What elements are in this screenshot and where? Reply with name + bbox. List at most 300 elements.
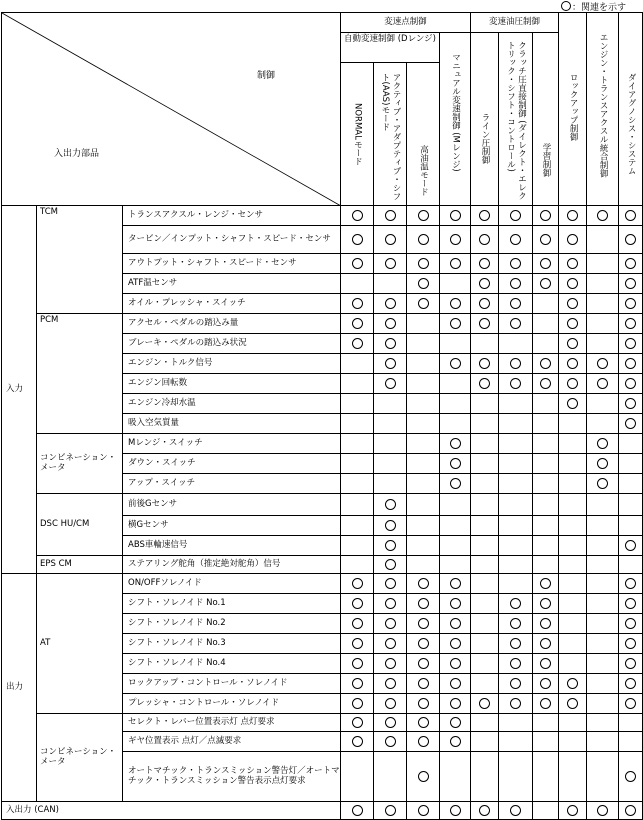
mark-cell <box>407 536 440 556</box>
part-label: ATF温センサ <box>123 274 341 294</box>
mark-cell <box>471 334 499 354</box>
mark-cell <box>619 206 643 226</box>
relation-circle <box>510 658 521 669</box>
mark-cell <box>471 614 499 634</box>
relation-circle <box>418 298 429 309</box>
relation-circle <box>479 318 490 329</box>
mark-cell <box>559 556 587 574</box>
mark-cell <box>559 394 587 414</box>
relation-circle <box>567 318 578 329</box>
mark-cell <box>440 434 471 454</box>
mark-cell <box>533 802 559 820</box>
mark-cell <box>440 254 471 274</box>
relation-circle <box>352 298 363 309</box>
mark-cell <box>440 634 471 654</box>
mark-cell <box>533 732 559 752</box>
mark-cell <box>559 474 587 494</box>
mark-cell <box>587 254 619 274</box>
mark-cell <box>407 634 440 654</box>
relation-circle <box>510 698 521 709</box>
col-label: アクティブ・アダプティブ・シフト(AAS)モード <box>380 73 402 201</box>
mark-cell <box>559 714 587 732</box>
mark-cell <box>499 206 533 226</box>
relation-circle <box>418 210 429 221</box>
unit-cell: コンビネーション・メータ <box>37 434 123 494</box>
mark-cell <box>407 714 440 732</box>
mark-cell <box>374 556 407 574</box>
col-label: ロックアップ制御 <box>568 73 579 141</box>
part-label: ON/OFFソレノイド <box>123 574 341 594</box>
relation-circle <box>352 805 363 816</box>
mark-cell <box>619 714 643 732</box>
relation-circle <box>625 578 636 589</box>
mark-cell <box>619 474 643 494</box>
mark-cell <box>440 494 471 516</box>
relation-circle <box>510 378 521 389</box>
mark-cell <box>619 654 643 674</box>
relation-circle <box>625 418 636 429</box>
mark-cell <box>533 354 559 374</box>
mark-cell <box>533 274 559 294</box>
table-row <box>2 434 643 454</box>
header-corner <box>2 13 341 206</box>
mark-cell <box>587 694 619 714</box>
unit-cell: PCM <box>37 314 123 434</box>
mark-cell <box>619 434 643 454</box>
mark-cell <box>559 206 587 226</box>
relation-circle <box>385 598 396 609</box>
mark-cell <box>471 374 499 394</box>
mark-cell <box>619 274 643 294</box>
mark-cell <box>587 226 619 254</box>
mark-cell <box>587 634 619 654</box>
relation-circle <box>625 318 636 329</box>
mark-cell <box>533 474 559 494</box>
table-row <box>2 574 643 594</box>
mark-cell <box>559 454 587 474</box>
table-row <box>2 802 643 820</box>
mark-cell <box>587 614 619 634</box>
mark-cell <box>471 394 499 414</box>
mark-cell <box>407 206 440 226</box>
part-label: セレクト・レバー位置表示灯 点灯要求 <box>123 714 341 732</box>
relation-circle <box>352 678 363 689</box>
table-row <box>2 206 643 226</box>
mark-cell <box>341 674 374 694</box>
mark-cell <box>374 654 407 674</box>
mark-cell <box>341 752 374 802</box>
mark-cell <box>341 226 374 254</box>
mark-cell <box>533 226 559 254</box>
mark-cell <box>374 674 407 694</box>
mark-cell <box>559 294 587 314</box>
mark-cell <box>440 802 471 820</box>
mark-cell <box>619 614 643 634</box>
mark-cell <box>471 474 499 494</box>
mark-cell <box>374 594 407 614</box>
relation-circle <box>450 358 461 369</box>
relation-circle <box>567 805 578 816</box>
relation-circle <box>625 210 636 221</box>
mark-cell <box>533 454 559 474</box>
relation-circle <box>479 234 490 245</box>
part-label: シフト・ソレノイド No.3 <box>123 634 341 654</box>
mark-cell <box>471 694 499 714</box>
mark-cell <box>407 574 440 594</box>
mark-cell <box>407 226 440 254</box>
part-label: 横Gセンサ <box>123 516 341 536</box>
mark-cell <box>407 334 440 354</box>
mark-cell <box>499 556 533 574</box>
table-row <box>2 314 643 334</box>
mark-cell <box>499 494 533 516</box>
relation-circle <box>540 210 551 221</box>
mark-cell <box>619 394 643 414</box>
mark-cell <box>499 674 533 694</box>
mark-cell <box>341 732 374 752</box>
mark-cell <box>619 294 643 314</box>
mark-cell <box>587 516 619 536</box>
part-label: エンジン回転数 <box>123 374 341 394</box>
mark-cell <box>499 694 533 714</box>
col-learning <box>533 33 559 206</box>
relation-circle <box>597 438 608 449</box>
part-label: プレッシャ・コントロール・ソレノイド <box>123 694 341 714</box>
mark-cell <box>374 334 407 354</box>
relation-circle <box>385 805 396 816</box>
mark-cell <box>587 654 619 674</box>
mark-cell <box>341 494 374 516</box>
relation-circle <box>479 278 490 289</box>
relation-circle <box>352 210 363 221</box>
relation-circle <box>567 678 578 689</box>
mark-cell <box>533 594 559 614</box>
part-label: オートマチック・トランスミッション警告灯／オートマチック・トランスミッション警告表示点灯要求 <box>123 752 341 802</box>
mark-cell <box>471 674 499 694</box>
mark-cell <box>559 374 587 394</box>
relation-circle <box>567 338 578 349</box>
mark-cell <box>440 694 471 714</box>
relation-circle <box>567 234 578 245</box>
mark-cell <box>587 714 619 732</box>
part-label: ダウン・スイッチ <box>123 454 341 474</box>
relation-circle <box>479 258 490 269</box>
relation-circle <box>540 578 551 589</box>
relation-circle <box>450 736 461 747</box>
mark-cell <box>374 314 407 334</box>
mark-cell <box>471 294 499 314</box>
mark-cell <box>499 334 533 354</box>
mark-cell <box>374 536 407 556</box>
relation-circle <box>625 258 636 269</box>
col-label: 学習制御 <box>541 143 552 177</box>
part-label: 吸入空気質量 <box>123 414 341 434</box>
mark-cell <box>440 714 471 732</box>
mark-cell <box>471 414 499 434</box>
mark-cell <box>374 474 407 494</box>
col-label: マニュアル変速制御 (Mレンジ) <box>450 53 461 172</box>
relation-circle <box>418 638 429 649</box>
mark-cell <box>440 454 471 474</box>
mark-cell <box>341 374 374 394</box>
mark-cell <box>440 536 471 556</box>
mark-cell <box>619 694 643 714</box>
mark-cell <box>619 494 643 516</box>
circle-symbol <box>561 1 571 11</box>
unit-cell: EPS CM <box>37 556 123 574</box>
mark-cell <box>407 474 440 494</box>
mark-cell <box>619 354 643 374</box>
mark-cell <box>341 556 374 574</box>
relation-circle <box>385 318 396 329</box>
mark-cell <box>533 574 559 594</box>
mark-cell <box>407 354 440 374</box>
mark-cell <box>407 494 440 516</box>
mark-cell <box>533 516 559 536</box>
mark-cell <box>587 752 619 802</box>
relation-circle <box>385 499 396 510</box>
mark-cell <box>619 574 643 594</box>
mark-cell <box>341 654 374 674</box>
unit-cell: DSC HU/CM <box>37 494 123 556</box>
col-lockup <box>559 13 587 206</box>
relation-circle <box>418 234 429 245</box>
mark-cell <box>440 314 471 334</box>
relation-circle <box>567 398 578 409</box>
mark-cell <box>440 394 471 414</box>
mark-cell <box>587 674 619 694</box>
mark-cell <box>587 434 619 454</box>
mark-cell <box>471 732 499 752</box>
relation-circle <box>352 717 363 728</box>
mark-cell <box>587 574 619 594</box>
mark-cell <box>440 516 471 536</box>
diagonal-line <box>2 13 341 206</box>
mark-cell <box>407 752 440 802</box>
mark-cell <box>587 354 619 374</box>
relation-circle <box>479 698 490 709</box>
mark-cell <box>341 354 374 374</box>
relation-circle <box>540 234 551 245</box>
mark-cell <box>374 516 407 536</box>
mark-cell <box>499 254 533 274</box>
col-line-pressure <box>471 33 499 206</box>
mark-cell <box>499 474 533 494</box>
mark-cell <box>407 802 440 820</box>
relation-circle <box>352 698 363 709</box>
mark-cell <box>587 374 619 394</box>
mark-cell <box>499 454 533 474</box>
mark-cell <box>440 274 471 294</box>
relation-circle <box>352 618 363 629</box>
mark-cell <box>407 556 440 574</box>
mark-cell <box>341 594 374 614</box>
relation-circle <box>418 658 429 669</box>
mark-cell <box>559 334 587 354</box>
mark-cell <box>440 334 471 354</box>
relation-circle <box>567 378 578 389</box>
part-label: アップ・スイッチ <box>123 474 341 494</box>
relation-circle <box>540 358 551 369</box>
relation-circle <box>597 210 608 221</box>
col-diagnosis <box>619 13 643 206</box>
relation-circle <box>625 698 636 709</box>
relation-circle <box>597 805 608 816</box>
mark-cell <box>587 474 619 494</box>
mark-cell <box>533 494 559 516</box>
col-aas <box>374 63 407 206</box>
relation-circle <box>385 717 396 728</box>
mark-cell <box>341 434 374 454</box>
mark-cell <box>407 674 440 694</box>
mark-cell <box>341 516 374 536</box>
relation-circle <box>450 805 461 816</box>
relation-circle <box>510 678 521 689</box>
col-label: ダイアグノシス・システム <box>626 73 637 175</box>
relation-circle <box>479 805 490 816</box>
mark-cell <box>619 254 643 274</box>
mark-cell <box>440 556 471 574</box>
mark-cell <box>587 594 619 614</box>
relation-circle <box>418 598 429 609</box>
part-label: 前後Gセンサ <box>123 494 341 516</box>
relation-circle <box>385 298 396 309</box>
part-label: ブレーキ・ペダルの踏込み状況 <box>123 334 341 354</box>
mark-cell <box>374 694 407 714</box>
mark-cell <box>374 732 407 752</box>
mark-cell <box>559 674 587 694</box>
category-cell: 入力 <box>2 206 37 574</box>
col-label: 高油温モード <box>418 145 429 196</box>
mark-cell <box>499 434 533 454</box>
mark-cell <box>374 274 407 294</box>
mark-cell <box>559 752 587 802</box>
mark-cell <box>499 274 533 294</box>
mark-cell <box>407 314 440 334</box>
relation-circle <box>540 698 551 709</box>
mark-cell <box>533 314 559 334</box>
relation-circle <box>418 678 429 689</box>
relation-circle <box>450 717 461 728</box>
relation-circle <box>450 210 461 221</box>
relation-circle <box>450 598 461 609</box>
mark-cell <box>587 206 619 226</box>
mark-cell <box>559 614 587 634</box>
relation-circle <box>385 338 396 349</box>
relation-circle <box>479 210 490 221</box>
mark-cell <box>341 614 374 634</box>
mark-cell <box>471 494 499 516</box>
mark-cell <box>471 536 499 556</box>
mark-cell <box>374 434 407 454</box>
relation-circle <box>540 278 551 289</box>
mark-cell <box>533 752 559 802</box>
relation-circle <box>418 771 429 782</box>
mark-cell <box>407 516 440 536</box>
relation-circle <box>450 478 461 489</box>
mark-cell <box>471 634 499 654</box>
relation-circle <box>540 378 551 389</box>
mark-cell <box>533 536 559 556</box>
mark-cell <box>559 414 587 434</box>
relation-circle <box>418 717 429 728</box>
mark-cell <box>341 274 374 294</box>
unit-cell: AT <box>37 574 123 714</box>
relation-circle <box>450 258 461 269</box>
mark-cell <box>341 334 374 354</box>
relation-circle <box>450 318 461 329</box>
mark-cell <box>587 274 619 294</box>
control-heading: 制御 <box>257 71 276 81</box>
mark-cell <box>587 294 619 314</box>
relation-circle <box>450 618 461 629</box>
mark-cell <box>499 802 533 820</box>
mark-cell <box>499 594 533 614</box>
mark-cell <box>499 226 533 254</box>
mark-cell <box>374 802 407 820</box>
group-auto-shift: 自動変速制御 (Dレンジ) <box>341 33 440 63</box>
mark-cell <box>559 536 587 556</box>
mark-cell <box>619 374 643 394</box>
mark-cell <box>471 802 499 820</box>
relation-circle <box>352 234 363 245</box>
mark-cell <box>407 254 440 274</box>
relation-circle <box>450 658 461 669</box>
mark-cell <box>619 536 643 556</box>
part-label: Mレンジ・スイッチ <box>123 434 341 454</box>
relation-circle <box>625 358 636 369</box>
relation-circle <box>352 578 363 589</box>
mark-cell <box>471 254 499 274</box>
mark-cell <box>440 226 471 254</box>
relation-circle <box>510 258 521 269</box>
mark-cell <box>440 414 471 434</box>
mark-cell <box>619 752 643 802</box>
table-row <box>2 714 643 732</box>
mark-cell <box>440 732 471 752</box>
mark-cell <box>499 634 533 654</box>
mark-cell <box>533 334 559 354</box>
mark-cell <box>471 206 499 226</box>
relation-circle <box>597 378 608 389</box>
mark-cell <box>559 354 587 374</box>
mark-cell <box>374 414 407 434</box>
mark-cell <box>619 414 643 434</box>
col-label: クラッチ圧直接制御 (ダイレクト・エレクトリック・シフト・コントロール) <box>505 41 527 201</box>
mark-cell <box>407 274 440 294</box>
mark-cell <box>559 802 587 820</box>
relation-circle <box>352 736 363 747</box>
col-normal <box>341 63 374 206</box>
mark-cell <box>440 206 471 226</box>
relation-circle <box>625 678 636 689</box>
mark-cell <box>587 314 619 334</box>
mark-cell <box>341 414 374 434</box>
mark-cell <box>559 226 587 254</box>
relation-circle <box>352 318 363 329</box>
relation-circle <box>510 358 521 369</box>
relation-circle <box>510 210 521 221</box>
mark-cell <box>499 414 533 434</box>
part-label: シフト・ソレノイド No.2 <box>123 614 341 634</box>
mark-cell <box>341 574 374 594</box>
relation-circle <box>625 638 636 649</box>
mark-cell <box>440 674 471 694</box>
relation-circle <box>567 298 578 309</box>
relation-circle <box>540 258 551 269</box>
mark-cell <box>471 434 499 454</box>
mark-cell <box>499 732 533 752</box>
